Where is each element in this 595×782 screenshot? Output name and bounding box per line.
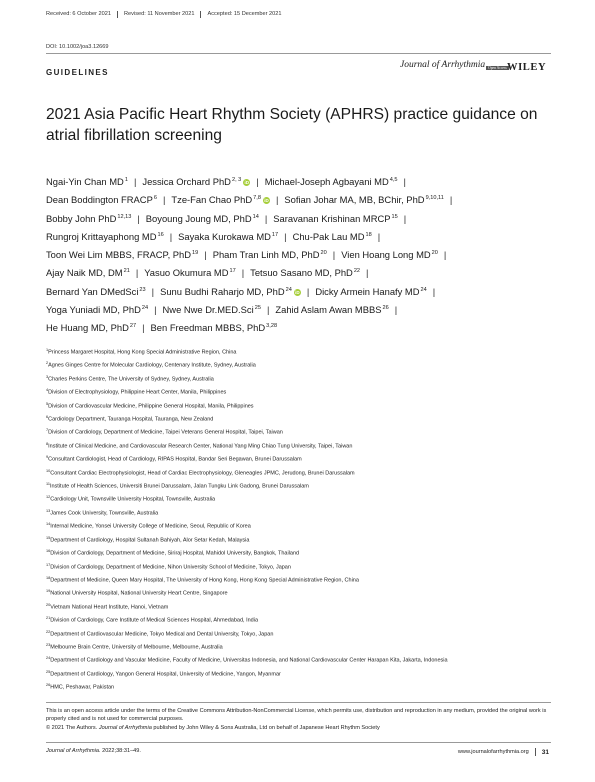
license-text: This is an open access article under the terms of the Creative Commons Attribution-NonCommercial License, which permits use, distribution and reproduction in any medium, provided the original work is properly cited and is not used for commercial purposes. xyxy=(46,708,547,723)
author-name[interactable]: Tetsuo Sasano MD, PhD$^{22}$ xyxy=(250,267,361,279)
orcid-icon[interactable]: iD xyxy=(295,289,300,295)
date-divider xyxy=(200,11,201,18)
author-name[interactable]: Sunu Budhi Raharjo MD, PhD$^{24}$ iD xyxy=(160,285,300,297)
author-separator: | xyxy=(403,212,407,224)
affiliation-item: $^{23}$Melbourne Brain Centre, University of Melbourne, Melbourne, Australia xyxy=(46,642,223,651)
author-line xyxy=(46,282,551,300)
affiliation-marker: 14 xyxy=(252,213,259,220)
open-access-badge: Open Access xyxy=(488,66,507,70)
author-name[interactable]: Pham Tran Linh MD, PhD$^{20}$ xyxy=(212,249,327,261)
author-line xyxy=(46,300,551,318)
affiliation-marker: 17 xyxy=(271,231,279,238)
author-separator: | xyxy=(151,285,155,297)
author-name[interactable]: Jessica Orchard PhD$^{2, 3}$ iD xyxy=(142,176,250,187)
affiliation-marker: 6 xyxy=(153,195,157,202)
journal-logo xyxy=(400,60,509,70)
article-dates xyxy=(46,11,282,18)
affiliation-item: $^{19}$National University Hospital, National University Heart Centre, Singapore xyxy=(46,589,228,597)
author-name[interactable]: Boyoung Joung MD, PhD$^{14}$ xyxy=(145,212,259,224)
journal-url[interactable]: www.journalofarrhythmia.org xyxy=(457,749,529,755)
author-separator: | xyxy=(449,194,453,206)
author-separator: | xyxy=(377,230,381,242)
author-separator: | xyxy=(284,230,287,242)
revised-date: Revised: 11 November 2021 xyxy=(124,11,195,17)
affiliation-item: $^8$Institute of Clinical Medicine, and Cardiovascular Research Center, National Yang Ming Chiao Tung University, Taipei, Taiwan xyxy=(46,441,353,450)
copyright-line: © 2021 The Authors. Journal of Arrhythmia published by John Wiley & Sons Australia, Ltd on behalf of Japanese Heart Rhythm Society xyxy=(46,724,380,731)
license-notice xyxy=(46,707,551,732)
affiliation-marker: 1 xyxy=(124,177,128,183)
orcid-icon[interactable]: iD xyxy=(264,198,269,204)
author-separator: | xyxy=(306,285,310,297)
author-name[interactable]: Bobby John PhD$^{12,13}$ xyxy=(46,212,132,224)
affiliation-item: $^6$Cardiology Department, Tauranga Hospital, Tauranga, New Zealand xyxy=(46,415,214,423)
author-name[interactable]: Toon Wei Lim MBBS, FRACP, PhD$^{19}$ xyxy=(46,249,199,261)
author-name[interactable]: Ben Freedman MBBS, PhD$^{3,28}$ xyxy=(150,322,278,334)
author-name[interactable]: Bernard Yan DMedSci$^{23}$ xyxy=(46,285,146,297)
author-line xyxy=(46,190,551,208)
author-name[interactable]: Ngai-Yin Chan $MD^1$ xyxy=(46,176,128,187)
author-separator: | xyxy=(133,176,137,187)
affiliation-marker: 21 xyxy=(123,268,130,275)
affiliation-marker: 18 xyxy=(365,231,372,238)
footer-rule xyxy=(46,742,551,743)
section-label: GUIDELINES xyxy=(46,68,109,77)
license-rule xyxy=(46,702,551,703)
doi[interactable]: DOI: 10.1002/joa3.12669 xyxy=(46,44,109,50)
header-rule xyxy=(46,53,551,54)
footer-journal: Journal of Arrhythmia. xyxy=(46,748,101,754)
affiliation-item: $^1$Princess Margaret Hospital, Hong Kong Special Administrative Region, China xyxy=(46,348,237,356)
affiliation-list xyxy=(46,345,551,694)
journal-logo-text: Journal of Arrhythmia xyxy=(400,60,486,70)
author-name[interactable]: Zahid Aslam Awan MBBS$^{26}$ xyxy=(275,304,389,316)
affiliation-marker: 20 xyxy=(320,250,327,257)
affiliation-marker: 16 xyxy=(157,231,164,238)
affiliation-marker: 12,13 xyxy=(117,213,132,220)
affiliation-item: $^2$Agnes Ginges Centre for Molecular Cardiology, Centenary Institute, Sydney, Australia xyxy=(46,361,256,369)
author-name[interactable]: Rungroj Krittayaphong MD$^{16}$ xyxy=(46,230,164,242)
author-separator: | xyxy=(432,285,436,297)
author-name[interactable]: Vien Hoang Long MD$^{20}$ xyxy=(341,249,438,261)
affiliation-marker: 22 xyxy=(353,268,361,275)
author-name[interactable]: Michael-Joseph Agbayani MD$^{4,5}$ xyxy=(264,176,398,187)
affiliation-marker: 15 xyxy=(391,213,398,220)
author-name[interactable]: He Huang MD, PhD$^{27}$ xyxy=(46,322,137,334)
author-separator: | xyxy=(264,212,268,224)
affiliation-item: $^{11}$Institute of Health Sciences, Universiti Brunei Darussalam, Jalan Tungku Link Gadong, Brunei Darussalam xyxy=(46,482,309,490)
affiliation-marker: 4,5 xyxy=(389,177,398,183)
author-name[interactable]: Yoga Yuniadi MD, PhD$^{24}$ xyxy=(46,304,149,316)
author-name[interactable]: Nwe Nwe Dr.MED.Sci$^{25}$ xyxy=(162,304,261,316)
author-separator: | xyxy=(142,322,145,334)
author-name[interactable]: Sayaka Kurokawa MD$^{17}$ xyxy=(178,230,279,242)
affiliation-item: $^{17}$Division of Cardiology, Department of Medicine, Nihon University School of Medicine, Tokyo, Japan xyxy=(46,562,291,570)
accepted-date: Accepted: 15 December 2021 xyxy=(207,11,282,17)
author-separator: | xyxy=(394,304,398,316)
affiliation-item: $^9$Consultant Cardiologist, Head of Cardiology, RIPAS Hospital, Bandar Seri Begawan, Brunei Darussalam xyxy=(46,455,302,463)
author-separator: | xyxy=(162,194,166,206)
author-separator: | xyxy=(266,304,270,316)
author-name[interactable]: Ajay Naik MD, DM$^{21}$ xyxy=(46,267,130,279)
affiliation-marker: 27 xyxy=(129,323,137,330)
orcid-icon[interactable]: iD xyxy=(244,180,250,185)
affiliation-marker: 23 xyxy=(139,286,146,293)
affiliation-marker: 26 xyxy=(382,305,389,312)
author-separator: | xyxy=(256,176,259,187)
page-divider xyxy=(535,748,536,756)
author-line xyxy=(46,172,551,190)
author-name[interactable]: Tze-Fan Chao PhD$^{7,8}$ iD xyxy=(171,194,269,206)
affiliation-item: $^{18}$Department of Medicine, Queen Mary Hospital, The University of Hong Kong, Hong Kong Special Administrative Region, China xyxy=(46,575,359,584)
author-name[interactable]: Yasuo Okumura MD$^{17}$ xyxy=(144,267,236,279)
author-line xyxy=(46,227,551,245)
received-date: Received: 6 October 2021 xyxy=(46,11,111,17)
author-name[interactable]: Dicky Armein Hanafy MD$^{24}$ xyxy=(315,285,427,297)
author-separator: | xyxy=(137,212,140,224)
article-title: 2021 Asia Pacific Heart Rhythm Society (APHRS) practice guidance on atrial fibrillation screening xyxy=(46,106,538,144)
affiliation-marker: 25 xyxy=(254,305,261,312)
footer-citation xyxy=(46,748,141,754)
affiliation-marker: 2, 3 xyxy=(231,177,242,183)
author-name[interactable]: Saravanan Krishinan MRCP$^{15}$ xyxy=(273,212,398,224)
affiliation-item: $^{16}$Division of Cardiology, Department of Medicine, Siriraj Hospital, Mahidol University, Bangkok, Thailand xyxy=(46,549,300,557)
affiliation-item: $^{21}$Division of Cardiology, Care Institute of Medical Sciences Hospital, Ahmedabad, India xyxy=(46,616,259,624)
author-list xyxy=(46,172,551,337)
affiliation-item: $^{13}$James Cook University, Townsville, Australia xyxy=(46,508,159,517)
affiliation-item: $^7$Division of Cardiology, Department of Medicine, Taipei Veterans General Hospital, Taipei, Taiwan xyxy=(46,428,283,436)
affiliation-marker: 9,10,11 xyxy=(425,195,444,202)
affiliation-marker: 20 xyxy=(431,250,438,257)
affiliation-marker: 24 xyxy=(420,286,427,293)
author-separator: | xyxy=(154,304,157,316)
author-separator: | xyxy=(204,249,207,261)
affiliation-item: $^{20}$Vietnam National Heart Institute, Hanoi, Vietnam xyxy=(46,602,169,611)
author-line xyxy=(46,263,551,281)
affiliation-marker: 17 xyxy=(229,268,236,275)
author-name[interactable]: Chu-Pak Lau MD$^{18}$ xyxy=(292,230,372,242)
date-divider xyxy=(117,11,118,18)
affiliation-item: $^3$Charles Perkins Centre, The University of Sydney, Sydney, Australia xyxy=(46,374,214,383)
affiliation-item: $^{15}$Department of Cardiology, Hospital Sultanah Bahiyah, Alor Setar Kedah, Malaysia xyxy=(46,535,250,544)
author-separator: | xyxy=(366,267,369,279)
author-separator: | xyxy=(403,176,406,187)
author-line xyxy=(46,209,551,227)
affiliation-marker: 7,8 xyxy=(253,195,261,202)
affiliation-marker: 24 xyxy=(285,286,292,293)
author-separator: | xyxy=(135,267,139,279)
affiliation-item: $^{14}$Internal Medicine, Yonsei University College of Medicine, Seoul, Republic of Korea xyxy=(46,522,251,530)
author-name[interactable]: Sofian Johar MA, MB, BChir, PhD$^{9,10,11}$ xyxy=(284,194,444,206)
page-number: 31 xyxy=(541,748,549,756)
author-separator: | xyxy=(169,230,173,242)
affiliation-item: $^{25}$Department of Cardiology, Yangon General Hospital, University of Medicine, Yangon, Myanmar xyxy=(46,669,281,678)
affiliation-item: $^{22}$Department of Cardiovascular Medicine, Tokyo Medical and Dental University, Tokyo, Japan xyxy=(46,629,274,638)
affiliation-item: $^{12}$Cardiology Unit, Townsville University Hospital, Townsville, Australia xyxy=(46,495,216,503)
publisher-logo: WILEY xyxy=(507,62,547,73)
footer-right xyxy=(458,748,549,756)
affiliation-marker: 19 xyxy=(192,250,199,257)
affiliation-item: $^{26}$HMC, Peshawar, Pakistan xyxy=(46,683,115,691)
author-separator: | xyxy=(241,267,245,279)
affiliation-marker: 3,28 xyxy=(266,323,278,330)
author-separator: | xyxy=(275,194,279,206)
footer-volume: 2022;38:31–49. xyxy=(102,748,141,754)
author-line xyxy=(46,318,551,336)
affiliation-item: $^5$Division of Cardiovascular Medicine, Philippine General Hospital, Manila, Philippines xyxy=(46,401,254,410)
author-name[interactable]: Dean Boddington FRACP$^6$ xyxy=(46,194,157,206)
author-line xyxy=(46,245,551,263)
affiliation-marker: 24 xyxy=(141,305,149,312)
affiliation-item: $^4$Division of Electrophysiology, Philippine Heart Center, Manila, Philippines xyxy=(46,388,227,396)
author-separator: | xyxy=(443,249,447,261)
affiliation-item: $^{10}$Consultant Cardiac Electrophysiologist, Head of Cardiac Electrophysiology, Gleneagles JPMC, Jerudong, Brunei Darussalam xyxy=(46,468,355,477)
author-separator: | xyxy=(332,249,336,261)
affiliation-item: $^{24}$Department of Cardiology and Vascular Medicine, Faculty of Medicine, Universitas Indonesia, and National Cardiovascular Center Harapan Kita, Jakarta, Indonesia xyxy=(46,656,448,664)
